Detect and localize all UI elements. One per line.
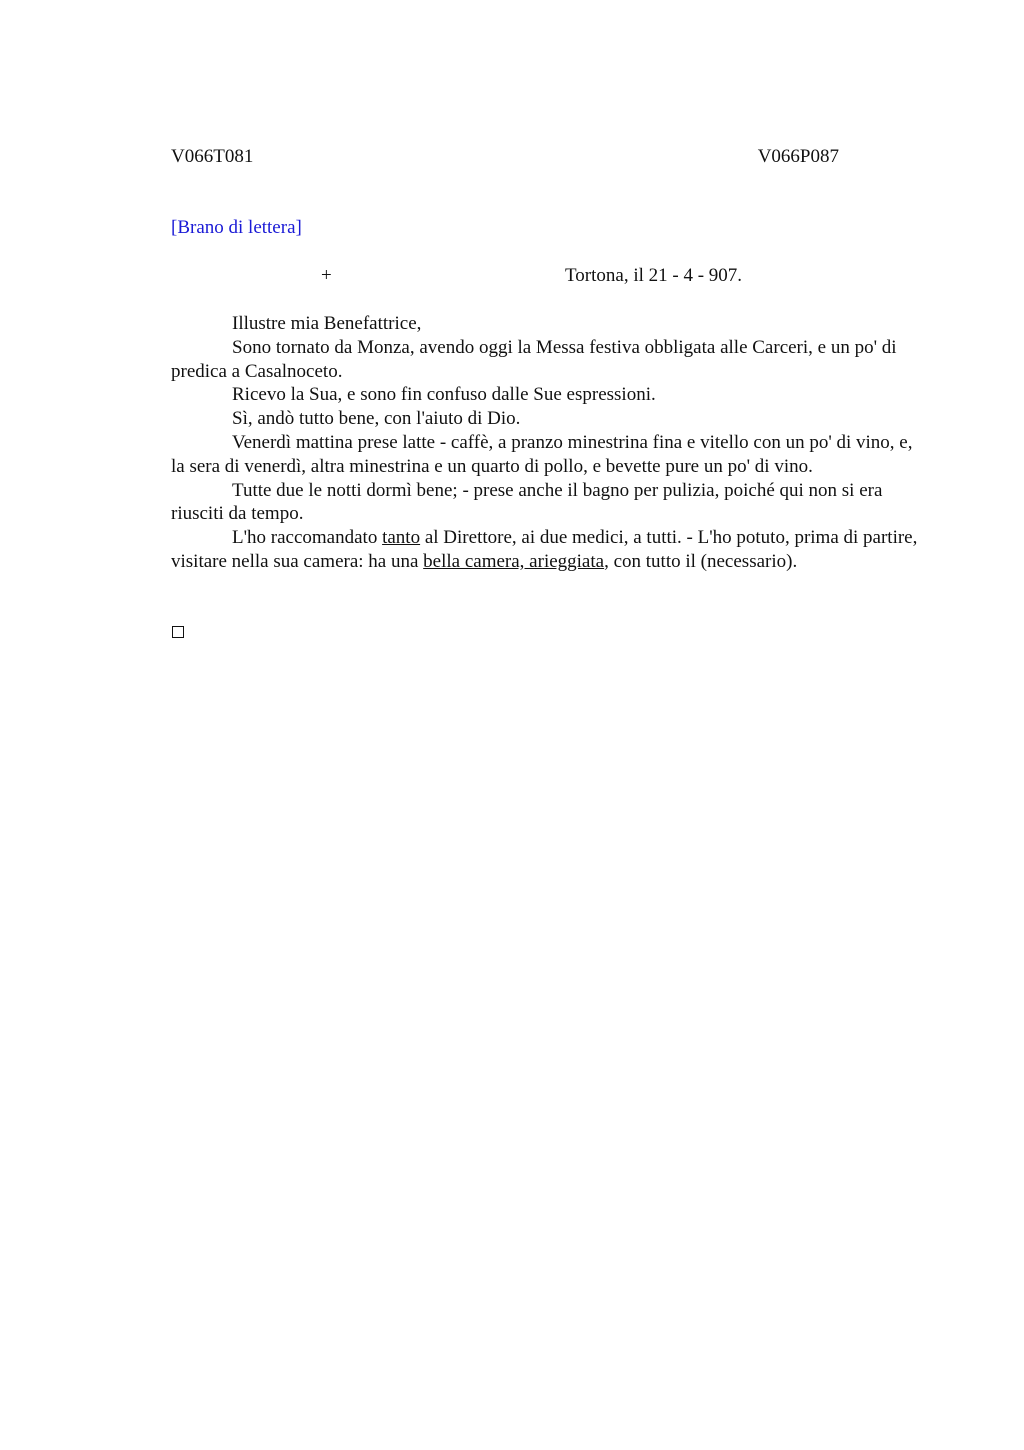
paragraph-6-text-b: al Direttore, ai due medici, a tutti. - L'ho potuto, prima di partire, visitare nella sua camera: ha una: [171, 527, 918, 572]
paragraph-6-text-a: L'ho raccomandato: [232, 527, 383, 549]
paragraph-4: Venerdì mattina prese latte - caffè, a pranzo minestrina fina e vitello con un po' di vino, e, la sera di venerdì, altra minestrina e un quarto di pollo, e bevette pure un po' di vino.: [171, 431, 913, 477]
end-square-icon: [172, 626, 184, 638]
letter-date: Tortona, il 21 - 4 - 907.: [565, 265, 743, 286]
paragraph-6-text-c: , con tutto il (necessario).: [604, 550, 798, 572]
salutation: Illustre mia Benefattrice,: [232, 313, 422, 334]
document-title: [Brano di lettera]: [171, 217, 302, 238]
underlined-word-tanto: tanto: [382, 527, 421, 549]
paragraph-2: Ricevo la Sua, e sono fin confuso dalle Sue espressioni.: [232, 384, 656, 406]
document-code-left: V066T081: [171, 146, 254, 167]
letter-body: [171, 312, 919, 574]
dateline: [171, 265, 931, 289]
paragraph-3: Sì, andò tutto bene, con l'aiuto di Dio.: [232, 408, 521, 430]
paragraph-1: Sono tornato da Monza, avendo oggi la Messa festiva obbligata alle Carceri, e un po' di predica a Casalnoceto.: [171, 336, 897, 382]
cross-symbol: +: [321, 265, 332, 286]
underlined-phrase-camera: bella camera, arieggiata: [423, 550, 605, 572]
document-code-right: V066P087: [757, 146, 839, 167]
paragraph-5: Tutte due le notti dormì bene; - prese anche il bagno per pulizia, poiché qui non si era riusciti da tempo.: [171, 479, 883, 525]
document-header: [171, 146, 839, 170]
paragraph-6: [171, 526, 919, 574]
